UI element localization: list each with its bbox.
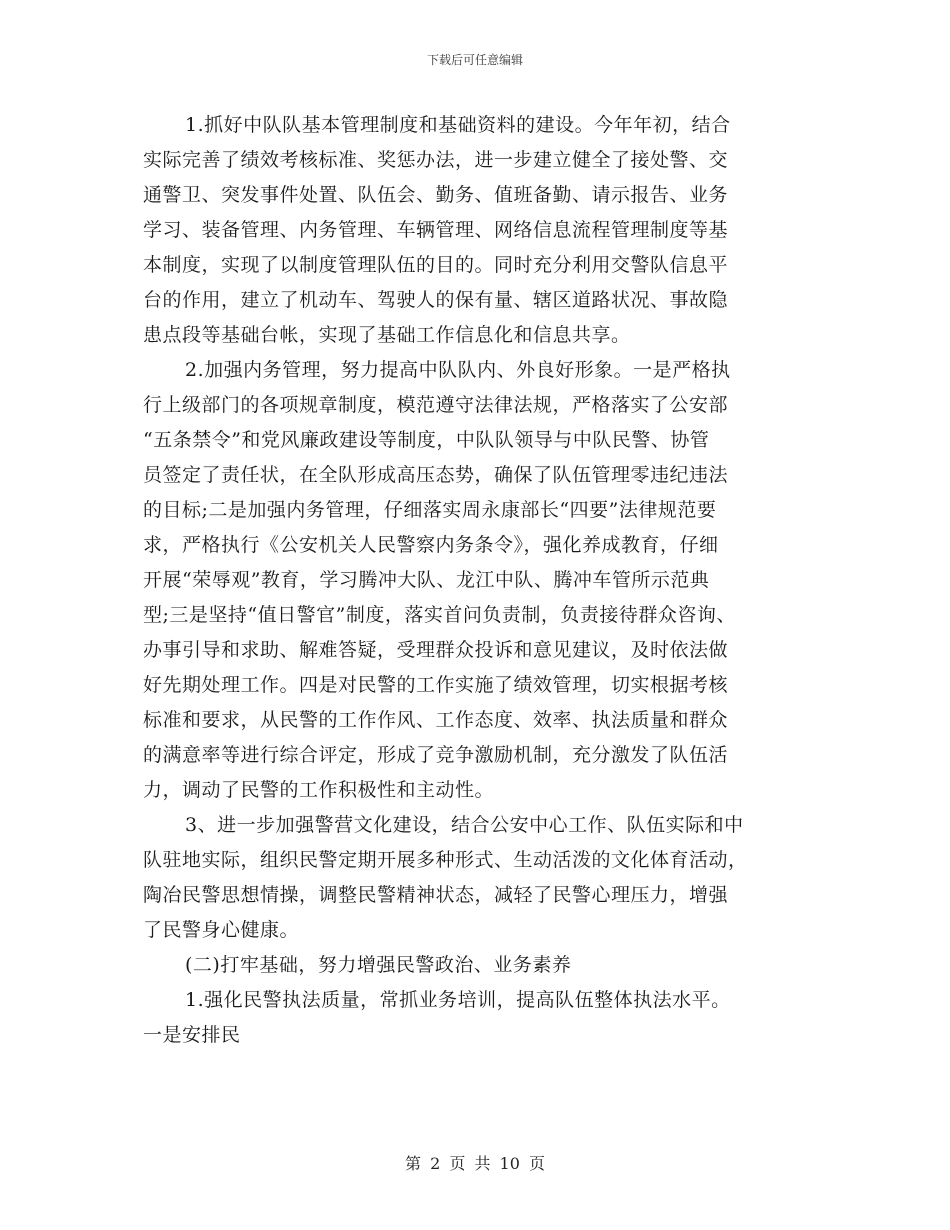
text-line: 患点段等基础台帐，实现了基础工作信息化和信息共享。 [143, 324, 631, 346]
text-line: 的目标;二是加强内务管理，仔细落实周永康部长“四要”法律规范要 [143, 499, 717, 521]
text-line: 型;三是坚持“值日警官”制度，落实首问负责制，负责接待群众咨询、 [143, 604, 736, 626]
text-line: 员签定了责任状，在全队形成高压态势，确保了队伍管理零违纪违法 [143, 464, 729, 486]
text-line: 一是安排民 [143, 1024, 241, 1046]
text-line: (二)打牢基础，努力增强民警政治、业务素养 [185, 954, 572, 976]
text-line: “五条禁令”和党风廉政建设等制度，中队队领导与中队民警、协管 [143, 429, 710, 451]
text-line: 3、进一步加强警营文化建设，结合公安中心工作、队伍实际和中 [185, 814, 744, 836]
text-line: 学习、装备管理、内务管理、车辆管理、网络信息流程管理制度等基 [143, 219, 729, 241]
text-line: 求，严格执行《公安机关人民警察内务条令》，强化养成教育，仔细 [143, 534, 719, 556]
document-body [143, 108, 823, 1053]
text-line: 好先期处理工作。四是对民警的工作实施了绩效管理，切实根据考核 [143, 674, 729, 696]
text-line: 力，调动了民警的工作积极性和主动性。 [143, 779, 495, 801]
text-line: 开展“荣辱观”教育，学习腾冲大队、龙江中队、腾冲车管所示范典 [143, 569, 710, 591]
text-line: 2.加强内务管理，努力提高中队队内、外良好形象。一是严格执 [185, 359, 731, 381]
text-line: 办事引导和求助、解难答疑，受理群众投诉和意见建议，及时依法做 [143, 639, 729, 661]
text-line: 行上级部门的各项规章制度，模范遵守法律法规，严格落实了公安部 [143, 394, 729, 416]
page-header: 下载后可任意编辑 [426, 53, 523, 67]
text-line: 本制度，实现了以制度管理队伍的目的。同时充分利用交警队信息平 [143, 254, 729, 276]
text-line: 实际完善了绩效考核标准、奖惩办法，进一步建立健全了接处警、交 [143, 149, 729, 171]
text-line: 通警卫、突发事件处置、队伍会、勤务、值班备勤、请示报告、业务 [143, 184, 729, 206]
text-line: 队驻地实际，组织民警定期开展多种形式、生动活泼的文化体育活动， [143, 849, 748, 871]
text-line: 1.抓好中队队基本管理制度和基础资料的建设。今年年初，结合 [185, 114, 731, 136]
page-footer: 第 2 页 共 10 页 [405, 1154, 545, 1173]
text-line: 陶冶民警思想情操，调整民警精神状态，减轻了民警心理压力，增强 [143, 884, 729, 906]
text-line: 台的作用，建立了机动车、驾驶人的保有量、辖区道路状况、事故隐 [143, 289, 729, 311]
text-line: 的满意率等进行综合评定，形成了竞争激励机制，充分激发了队伍活 [143, 744, 729, 766]
text-line: 标准和要求，从民警的工作作风、工作态度、效率、执法质量和群众 [143, 709, 729, 731]
text-line: 了民警身心健康。 [143, 919, 300, 941]
text-line: 1.强化民警执法质量，常抓业务培训，提高队伍整体执法水平。 [185, 989, 731, 1011]
